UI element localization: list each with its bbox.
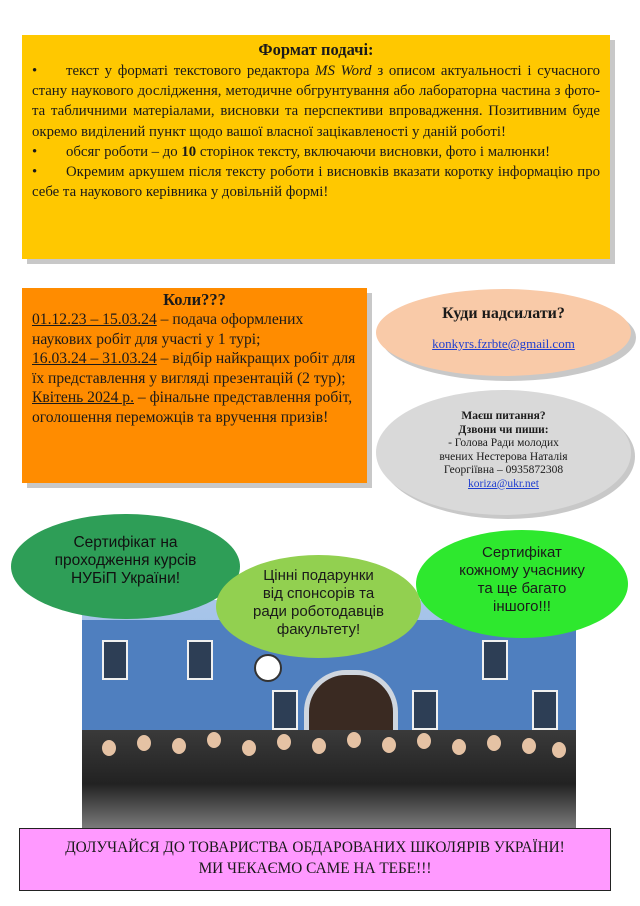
contact-phone: Георгіївна – 0935872308: [443, 464, 564, 476]
bullet-icon: •: [32, 63, 38, 79]
window: [272, 690, 298, 730]
window: [482, 640, 508, 680]
date-line-2: 16.03.24 – 31.03.24 – відбір найкращих робіт для їх представлення у вигляді презентацій (2 тур);: [32, 350, 356, 387]
person: [312, 738, 326, 754]
window: [412, 690, 438, 730]
person: [137, 735, 151, 751]
submission-email-link[interactable]: konkyrs.fzrbte@gmail.com: [432, 336, 575, 351]
submission-ellipse: [376, 289, 631, 376]
dates-box: [22, 288, 367, 483]
format-item-1: • текст у форматі текстового редактора MS Word з описом актуальності і сучасного стану наукового дослідження, методичне обгрунтування або лабораторна частина з фото- та табличними матеріалами, висновки та перспективи впровадження. Позитивним буде окремо виділений пункт щодо вашої власної зацікавленості у даній роботі!: [32, 63, 600, 140]
date-range: 16.03.24 – 31.03.24: [32, 350, 157, 368]
format-title: Формат подачі:: [258, 40, 374, 59]
person: [487, 735, 501, 751]
person: [102, 740, 116, 756]
gifts-bubble: Цінні подарунки від спонсорів та ради роботодавців факультету!: [216, 555, 421, 658]
contact-ellipse: [376, 390, 631, 515]
contact-question: Маєш питання?: [461, 410, 546, 422]
date-range: 01.12.23 – 15.03.24: [32, 311, 157, 328]
person: [382, 737, 396, 753]
call-to-action-banner: [19, 828, 611, 891]
banner-line-2: МИ ЧЕКАЄМО САМЕ НА ТЕБЕ!!!: [198, 860, 432, 877]
window: [532, 690, 558, 730]
contact-role: - Голова Ради молодих: [448, 437, 559, 449]
person: [277, 734, 291, 750]
clock-icon: [254, 654, 282, 682]
students-group: [82, 730, 576, 828]
date-line-1: 01.12.23 – 15.03.24 – подача оформлених наукових робіт для участі у 1 турі;: [32, 311, 304, 348]
date-line-3: Квітень 2024 р. – фінальне представлення робіт, оголошення переможців та вручення призів!: [32, 389, 353, 426]
course-certificate-bubble: Сертифікат на проходження курсів НУБіП України!: [11, 514, 240, 619]
person: [522, 738, 536, 754]
submission-title: Куди надсилати?: [442, 305, 565, 322]
format-item-3: • Окремим аркушем після тексту роботи і висновків вказати коротку інформацію про себе та наукового керівника у довільній формі!: [32, 164, 600, 201]
format-box: [22, 35, 610, 259]
person: [347, 732, 361, 748]
contact-name: вчених Нестерова Наталія: [439, 450, 568, 463]
person: [452, 739, 466, 755]
dates-title: Коли???: [163, 290, 226, 309]
person: [172, 738, 186, 754]
window: [102, 640, 128, 680]
contact-call: Дзвони чи пиши:: [458, 423, 549, 436]
format-item-2: • обсяг роботи – до 10 сторінок тексту, включаючи висновки, фото і малюнки!: [32, 142, 600, 162]
person: [242, 740, 256, 756]
person: [417, 733, 431, 749]
date-range: Квітень 2024 р.: [32, 389, 134, 407]
participant-certificate-bubble: Сертифікат кожному учаснику та ще багато іншого!!!: [416, 530, 628, 638]
window: [187, 640, 213, 680]
bullet-icon: •: [32, 143, 38, 160]
contact-email-link[interactable]: koriza@ukr.net: [468, 477, 539, 490]
person: [552, 742, 566, 758]
person: [207, 732, 221, 748]
banner-line-1: ДОЛУЧАЙСЯ ДО ТОВАРИСТВА ОБДАРОВАНИХ ШКОЛЯРІВ УКРАЇНИ!: [65, 839, 565, 856]
bullet-icon: •: [32, 164, 38, 181]
